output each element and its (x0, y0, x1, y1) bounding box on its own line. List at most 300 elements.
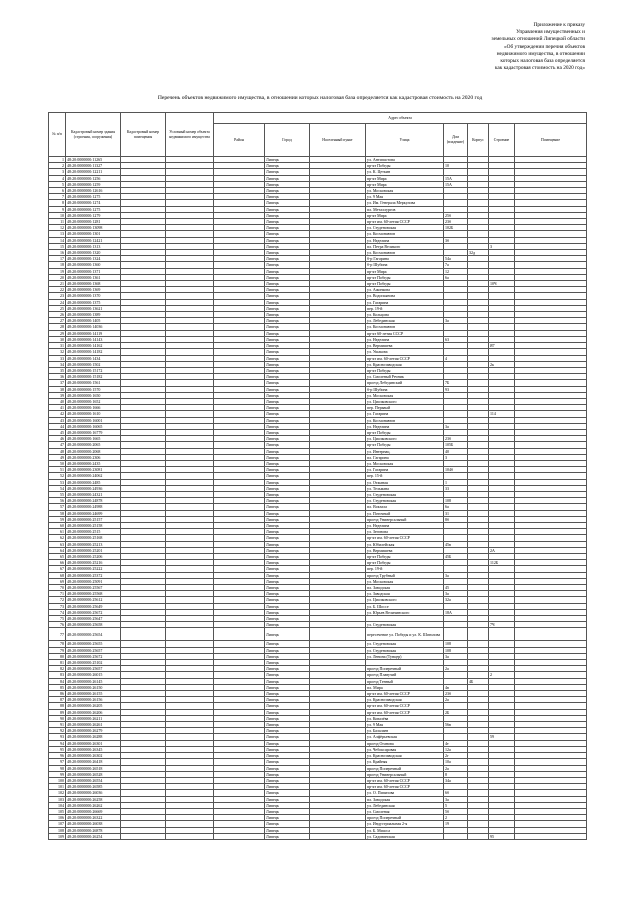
table-cell: Липецк (265, 250, 310, 256)
table-cell: 48:20:0000000:25567 (66, 585, 121, 591)
table-cell: 48:20:0000000:26254 (66, 833, 121, 839)
table-cell: 17 (49, 256, 66, 262)
table-cell: 48:20:0000000:26145 (66, 678, 121, 684)
table-cell: 48:20:0000000:16779 (66, 429, 121, 435)
table-cell: 108 (444, 647, 468, 653)
table-cell: 48:20:0000000:26554 (66, 777, 121, 783)
table-cell: пер. Перьвый (366, 405, 444, 411)
table-cell: 107 (49, 821, 66, 827)
table-cell: 2 (49, 163, 66, 169)
table-cell: 48:20:0000000:26528 (66, 771, 121, 777)
table-cell: проезд Поперечный (366, 815, 444, 821)
table-cell: б-р Гагарина (366, 256, 444, 262)
table-cell: проезд Оганова (366, 740, 444, 746)
table-cell: 25 (49, 305, 66, 311)
table-cell: 34а (444, 777, 468, 783)
table-cell: 7Ч (489, 622, 515, 628)
table-cell: пр-кт Победы (366, 163, 444, 169)
table-cell: Липецк (265, 504, 310, 510)
table-cell: 48:20:0000000:25158 (66, 522, 121, 528)
table-cell: 83 (49, 672, 66, 678)
table-cell (121, 628, 166, 641)
table-cell (214, 833, 265, 839)
table-cell: Липецк (265, 672, 310, 678)
table-cell: 48:20:0000000:26302 (66, 753, 121, 759)
table-cell: ул. Московская (366, 578, 444, 584)
table-cell: пл. Металлургов (366, 206, 444, 212)
table-cell: 19 (49, 268, 66, 274)
table-cell: 48:20:0000000:11265 (66, 157, 121, 163)
table-cell: Липецк (265, 641, 310, 647)
table-cell: Липецк (265, 467, 310, 473)
header-address-col: Корпус (468, 124, 489, 157)
table-cell: ул. О. Пипизова (366, 790, 444, 796)
table-cell: 5б (444, 808, 468, 814)
table-cell: 48:20:0000000:1666 (66, 405, 121, 411)
table-cell: Липецк (265, 522, 310, 528)
table-cell: 13 (49, 231, 66, 237)
table-cell: 2А (489, 547, 515, 553)
table-cell: пл. Вокзала (366, 504, 444, 510)
table-cell: Липецк (265, 740, 310, 746)
table-cell: 48:20:0000000:1360 (66, 262, 121, 268)
table-cell: пер. 15-й (366, 473, 444, 479)
table-cell: ул. Московская (366, 392, 444, 398)
table-cell: 48:20:0000000:1361 (66, 274, 121, 280)
table-cell: Липецк (265, 616, 310, 622)
table-cell: ул. Садовинская (366, 833, 444, 839)
table-cell: 8 (49, 200, 66, 206)
table-cell: Липецк (265, 231, 310, 237)
table-cell: 3а (444, 653, 468, 659)
table-cell: Липецк (265, 827, 310, 833)
table-cell: Липецк (265, 666, 310, 672)
table-cell: 61 (49, 529, 66, 535)
table-cell: 48:20:0000000:12616 (66, 188, 121, 194)
appendix-line: «Об утверждении перечня объектов (504, 43, 585, 50)
appendix-block (420, 22, 585, 72)
appendix-line: которых налоговая база определяется (500, 58, 585, 65)
table-cell: проезд Плавучий (366, 672, 444, 678)
table-cell: пр-кт им. 60-летия СССР (366, 355, 444, 361)
table-cell: пр-кт Мира (366, 212, 444, 218)
table-cell: 48:20:0000000:2306 (66, 454, 121, 460)
table-cell: 12а (444, 746, 468, 752)
table-cell: Липецк (265, 722, 310, 728)
table-cell: 48:20:0000000:26261 (66, 722, 121, 728)
table-cell: 21 (49, 281, 66, 287)
table-cell: Липецк (265, 485, 310, 491)
table-cell: Липецк (265, 529, 310, 535)
table-cell: 101 (49, 784, 66, 790)
table-cell: пер. 19-й (366, 305, 444, 311)
table-cell: 48:20:0000000:26518 (66, 765, 121, 771)
table-cell: 45 (444, 585, 468, 591)
table-cell: 48:20:0000000:26345 (66, 746, 121, 752)
table-cell: 78 (49, 641, 66, 647)
table-cell: 32д (468, 250, 489, 256)
table-cell: 48:20:0000000:25672 (66, 609, 121, 615)
table-cell: Липецк (265, 200, 310, 206)
table-cell: 48:20:0000000:1434 (66, 355, 121, 361)
table-cell: 48:20:0000000:26301 (66, 740, 121, 746)
table-cell: ул. Московская (366, 188, 444, 194)
table-cell: пр-кт им. 60-летия СССР (366, 777, 444, 783)
table-cell: ул. Космонавтов (366, 250, 444, 256)
table-cell: 45в (444, 541, 468, 547)
table-cell: ул. Чебоксаровая (366, 746, 444, 752)
table-cell: 7а (444, 262, 468, 268)
table-cell: ул. Студеновская (366, 641, 444, 647)
table-cell: Липецк (265, 591, 310, 597)
table-cell: 48:20:0000000:25168 (66, 535, 121, 541)
table-cell: ул. Антипастова (366, 157, 444, 163)
table-cell: Липецк (265, 647, 310, 653)
table-cell: 48:20:0000000:2515 (66, 529, 121, 535)
table-cell: Липецк (265, 516, 310, 522)
table-cell: 48:20:0000000:1665 (66, 436, 121, 442)
table-cell: 25б (444, 212, 468, 218)
table-cell: ул. Индустриальная 2-я (366, 821, 444, 827)
table-cell: 4в (444, 684, 468, 690)
table-cell: 48:20:0000000:26585 (66, 784, 121, 790)
table-cell: 23б (444, 691, 468, 697)
table-cell: 48:20:0000000:1368 (66, 281, 121, 287)
table-cell: Липецк (265, 684, 310, 690)
table-cell: 1 (444, 479, 468, 485)
table-cell: 48:20:0000000:14036 (66, 324, 121, 330)
table-cell: ул. Студеновская (366, 225, 444, 231)
table-cell: Липецк (265, 398, 310, 404)
table-cell: ул. Неделина (366, 423, 444, 429)
table-cell: Липецк (265, 237, 310, 243)
table-cell: Липецк (265, 815, 310, 821)
table-cell: 48:20:0000000:12211 (66, 169, 121, 175)
table-cell: проезд Поперечный (366, 666, 444, 672)
table-cell: 2а (444, 697, 468, 703)
table-cell: 48:20:0000000:25206 (66, 554, 121, 560)
table-cell: ул. Заводская (366, 591, 444, 597)
header-address-col: Помещение (515, 124, 587, 157)
table-cell: Липецк (265, 554, 310, 560)
table-cell: 6б (444, 790, 468, 796)
table-cell (310, 833, 366, 839)
header-address-col: Улица (366, 124, 444, 157)
table-cell: 48:20:0000000:25372 (66, 572, 121, 578)
table-cell: 104б (444, 467, 468, 473)
table-cell: пр-кт Победы (366, 367, 444, 373)
table-cell: Липецк (265, 262, 310, 268)
table-cell: ул. Тельмана (366, 485, 444, 491)
table-cell: ул. Кольцова (366, 312, 444, 318)
header-cond-room: Условный номер объекта недвижимого имущества (166, 113, 214, 157)
table-cell: пр-кт Победы (366, 429, 444, 435)
table-cell: Липецк (265, 759, 310, 765)
table-cell: пр-кт Мира (366, 181, 444, 187)
table-cell: Липецк (265, 628, 310, 641)
table-cell: пл. Заводская (366, 585, 444, 591)
table-cell: 48:20:0000000:25658 (66, 622, 121, 628)
table-cell: 94 (49, 740, 66, 746)
table-cell: пр-кт им. 60-летия СССР (366, 535, 444, 541)
header-cad-room: Кадастровый номер помещения (121, 113, 166, 157)
table-cell: 50 (49, 460, 66, 466)
table-cell: Липецк (265, 305, 310, 311)
table-cell: 33 (49, 355, 66, 361)
table-cell: Липецк (265, 802, 310, 808)
table-cell: Липецк (265, 361, 310, 367)
table-cell: 48:20:0000000:26156 (66, 697, 121, 703)
table-cell: 8б (444, 516, 468, 522)
table-row (49, 628, 587, 641)
table-cell: 2г (444, 753, 468, 759)
table-cell: 48 (49, 448, 66, 454)
table-cell: 48:20:0000000:16001 (66, 417, 121, 423)
table-cell: 48:20:0000000:25657 (66, 647, 121, 653)
table-cell: 48:20:0000000:26288 (66, 734, 121, 740)
table-cell: Липецк (265, 429, 310, 435)
table-cell: 48:20:0000000:26015 (66, 672, 121, 678)
table-cell: 1 (49, 157, 66, 163)
table-cell: 90 (49, 715, 66, 721)
table-cell: 22 (49, 287, 66, 293)
table-cell: 44 (49, 423, 66, 429)
table-cell: ул. Космонавтов (366, 417, 444, 423)
table-cell: 48:20:0000000:24936 (66, 485, 121, 491)
table-cell: ул. Смоленый Речник (366, 374, 444, 380)
table-cell: Липецк (265, 181, 310, 187)
table-cell: ул. 9 Мая (366, 194, 444, 200)
table-cell: 54а (444, 256, 468, 262)
table-cell: 93 (49, 734, 66, 740)
table-cell: 16 (49, 250, 66, 256)
table-cell: Липецк (265, 274, 310, 280)
table-cell: 112Б (489, 560, 515, 566)
table-cell: 48:20:0000000:25213 (66, 541, 121, 547)
table-cell: 6а (444, 504, 468, 510)
table-cell: ул. Студеновская (366, 622, 444, 628)
table-cell: 2а (444, 666, 468, 672)
table-cell: 4 (444, 355, 468, 361)
table-cell: 48:20:0000000:25672 (66, 653, 121, 659)
table-cell: 100 (49, 777, 66, 783)
table-cell: 26 (49, 312, 66, 318)
table-cell: 48:20:0000000:24321 (66, 491, 121, 497)
table-cell: 48:20:0000000:25612 (66, 597, 121, 603)
table-cell: Липецк (265, 175, 310, 181)
table-cell: Липецк (265, 206, 310, 212)
table-cell: 48:20:0000000:1259 (66, 181, 121, 187)
table-cell: пр-кт Мира (366, 268, 444, 274)
table-cell: Липецк (265, 349, 310, 355)
table-cell: Липецк (265, 609, 310, 615)
table-cell: Липецк (265, 833, 310, 839)
table-cell: проезд Универсальный (366, 516, 444, 522)
table-cell: Липецк (265, 765, 310, 771)
table-cell: 48:20:0000000:1274 (66, 200, 121, 206)
header-address-col: Дом (владение) (444, 124, 468, 157)
header-cad-building: Кадастровый номер здания (строения, сооружения) (66, 113, 121, 157)
table-cell: 3 (49, 169, 66, 175)
table-cell: ул. Гагарина (366, 411, 444, 417)
table-cell: 34 (49, 361, 66, 367)
table-cell: Липецк (265, 660, 310, 666)
table-cell: 23 (49, 293, 66, 299)
table-cell: Липецк (265, 343, 310, 349)
table-cell: 48:20:0000000:1275 (66, 206, 121, 212)
table-cell: ул. Космонавтов (366, 324, 444, 330)
table-cell: 6 (49, 188, 66, 194)
table-cell: 82 (49, 666, 66, 672)
table-cell (444, 628, 468, 641)
table-cell: 18 (49, 262, 66, 268)
table-cell: Липецк (265, 219, 310, 225)
table-cell: Липецк (265, 367, 310, 373)
table-cell (166, 628, 214, 641)
table-cell: 10а (444, 759, 468, 765)
table-cell: 2Б (444, 709, 468, 715)
header-address-col: Город (265, 124, 310, 157)
table-cell (468, 628, 489, 641)
table-cell: 9 (49, 206, 66, 212)
table-cell: 48:20:0000000:1610 (66, 411, 121, 417)
table-cell: 48:20:0000000:11327 (66, 163, 121, 169)
table-cell: 3а (444, 796, 468, 802)
table-cell: ул. Ушакова (366, 349, 444, 355)
table-cell: 40 (444, 448, 468, 454)
table-cell: Липецк (265, 566, 310, 572)
table-cell: Липецк (265, 703, 310, 709)
table-cell: 18А (444, 609, 468, 615)
table-cell: 48:20:0000000:25201 (66, 547, 121, 553)
table-cell: 7Б (444, 380, 468, 386)
table-cell: 48:20:0000000:14143 (66, 336, 121, 342)
table-cell: 48:20:0000000:26205 (66, 703, 121, 709)
table-cell (166, 833, 214, 839)
table-cell (214, 628, 265, 641)
table-cell: Липецк (265, 547, 310, 553)
table-cell: 72 (49, 597, 66, 603)
table-cell: 12 (444, 268, 468, 274)
table-row (49, 833, 587, 839)
table-cell: ул. Лебединская (366, 318, 444, 324)
table-cell: Липецк (265, 194, 310, 200)
table-cell: ул. Крайняя (366, 759, 444, 765)
table-cell: ул. Студеновская (366, 647, 444, 653)
table-cell: Липецк (265, 287, 310, 293)
table-cell: 48:20:0000000:26258 (66, 796, 121, 802)
table-cell: Липецк (265, 709, 310, 715)
table-cell: пр-кт им. 60-летия СССР (366, 691, 444, 697)
table-cell: пер. 19-й (366, 566, 444, 572)
table-cell: 87 (49, 697, 66, 703)
table-cell: 48:20:0000000:26322 (66, 815, 121, 821)
table-cell: ул. Интернац. (366, 448, 444, 454)
table-cell: ул. Вермишева (366, 343, 444, 349)
table-cell: пл. Заводская (366, 796, 444, 802)
table-cell: Липецк (265, 405, 310, 411)
table-cell (515, 833, 587, 839)
table-cell: 8 (444, 771, 468, 777)
table-cell: Липецк (265, 796, 310, 802)
table-cell: 104 (49, 802, 66, 808)
table-cell: 114 (489, 411, 515, 417)
table-cell: 48:20:0000000:26150 (66, 684, 121, 690)
table-cell: 70 (49, 585, 66, 591)
table-cell: ул. Ленина (Тунцер) (366, 653, 444, 659)
table-cell: 23б (444, 436, 468, 442)
table-cell: 85 (49, 684, 66, 690)
table-cell: 48:20:0000000:26262 (66, 802, 121, 808)
header-address-col: Строение (489, 124, 515, 157)
table-cell: Липецк (265, 691, 310, 697)
table-cell: ул. К. Цеткин (366, 169, 444, 175)
table-cell: 74 (49, 609, 66, 615)
table-cell: 48:20:0000000:1275 (66, 194, 121, 200)
table-cell: 63 (49, 541, 66, 547)
table-cell (444, 833, 468, 839)
table-cell: 84 (49, 678, 66, 684)
table-cell: 65 (49, 554, 66, 560)
table-cell: пр-кт Победы (366, 281, 444, 287)
table-cell: 2 (489, 672, 515, 678)
table-cell: 58 (49, 510, 66, 516)
table-cell: 48:20:0000000:25657 (66, 666, 121, 672)
table-cell: пр-кт 60-летия СССР (366, 330, 444, 336)
table-cell: 48:20:0000000:1324 (66, 256, 121, 262)
table-cell: Липецк (265, 746, 310, 752)
table-cell: 48:20:0000000:25216 (66, 560, 121, 566)
table-cell: Липецк (265, 777, 310, 783)
table-cell: Липецк (265, 268, 310, 274)
table-cell: 59 (489, 734, 515, 740)
table-cell: 10Ч (489, 281, 515, 287)
table-cell: 108 (444, 641, 468, 647)
table-cell: 43 (49, 417, 66, 423)
table-cell: 48:20:0000000:2065 (66, 442, 121, 448)
table-cell: 109 (49, 833, 66, 839)
table-cell: пр-кт Победы (366, 560, 444, 566)
table-cell: 86 (49, 691, 66, 697)
table-cell: ул. Юбилейская (366, 541, 444, 547)
table-cell: Липецк (265, 460, 310, 466)
table-cell: ул. Циолковского (366, 436, 444, 442)
table-cell: 48:20:0000000:13098 (66, 225, 121, 231)
table-cell: Липецк (265, 417, 310, 423)
table-cell: 48:20:0000000:25647 (66, 616, 121, 622)
table-cell: 4Б (468, 678, 489, 684)
table-cell: 28 (49, 324, 66, 330)
table-cell: 48:20:0000000:1561 (66, 380, 121, 386)
table-cell: 48:20:0000000:15172 (66, 367, 121, 373)
table-cell: 12 (49, 225, 66, 231)
table-cell: 48:20:0000000:1375 (66, 299, 121, 305)
table-cell: 4т (444, 740, 468, 746)
table-cell: 48:20:0000000:1369 (66, 287, 121, 293)
table-cell: 48:20:0000000:14182 (66, 349, 121, 355)
table-cell: 3а (444, 591, 468, 597)
table-cell: 48:20:0000000:24062 (66, 473, 121, 479)
table-cell: 55 (49, 491, 66, 497)
table-cell: Липецк (265, 442, 310, 448)
table-cell: Липецк (265, 423, 310, 429)
table-cell: Липецк (265, 578, 310, 584)
table-cell: Липецк (265, 157, 310, 163)
appendix-line: Управления имущественных и (516, 29, 585, 36)
table-cell: 48:20:0000000:26206 (66, 709, 121, 715)
table-cell: ул. Студеновская (366, 491, 444, 497)
table-cell: 108 (49, 827, 66, 833)
